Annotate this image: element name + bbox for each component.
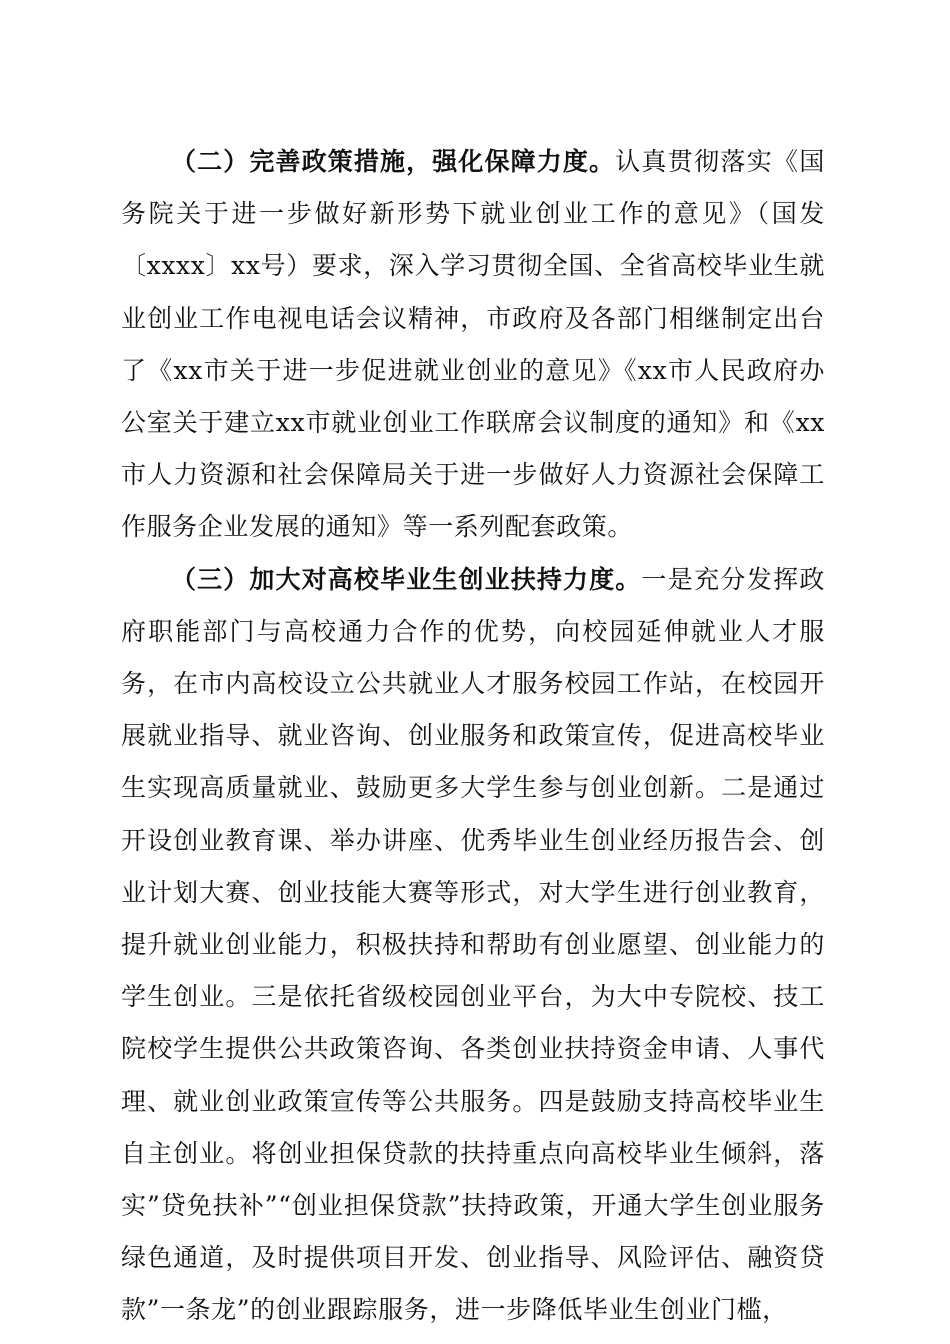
section-heading-2: （二）完善政策措施，强化保障力度。 xyxy=(171,147,616,176)
paragraph-text: 一是充分发挥政府职能部门与高校通力合作的优势，向校园延伸就业人才服务，在市内高校设立公共就业人才服务校园工作站，在校园开展就业指导、就业咨询、创业服务和政策宣传，促进高校毕业生实现高质量就业、鼓励更多大学生参与创业创新。二是通过开设创业教育课、举办讲座、优秀毕业生创业经历报告会、创业计划大赛、创业技能大赛等形式，对大学生进行创业教育，提升就业创业能力，积极扶持和帮助有创业愿望、创业能力的学生创业。三是依托省级校园创业平台，为大中专院校、技工院校学生提供公共政策咨询、各类创业扶持资金申请、人事代理、就业创业政策宣传等公共服务。四是鼓励支持高校毕业生自主创业。将创业担保贷款的扶持重点向高校毕业生倾斜，落实”贷免扶补”“创业担保贷款”扶持政策，开通大学生创业服务绿色通道，及时提供项目开发、创业指导、风险评估、融资贷款”一条龙”的创业跟踪服务，进一步降低毕业生创业门槛， xyxy=(121,564,826,1325)
paragraph-entrepreneurship-support xyxy=(121,554,825,1337)
paragraph-text: 认真贯彻落实《国务院关于进一步做好新形势下就业创业工作的意见》（国发〔xxxx〕xx号）要求，深入学习贯彻全国、全省高校毕业生就业创业工作电视电话会议精神，市政府及各部门相继制定出台了《xx市关于进一步促进就业创业的意见》《xx市人民政府办公室关于建立xx市就业创业工作联席会议制度的通知》和《xx市人力资源和社会保障局关于进一步做好人力资源社会保障工作服务企业发展的通知》等一系列配套政策。 xyxy=(121,147,825,542)
section-heading-3: （三）加大对高校毕业生创业扶持力度。 xyxy=(171,564,642,594)
document-body xyxy=(121,136,825,1337)
paragraph-policy-measures xyxy=(121,136,825,554)
